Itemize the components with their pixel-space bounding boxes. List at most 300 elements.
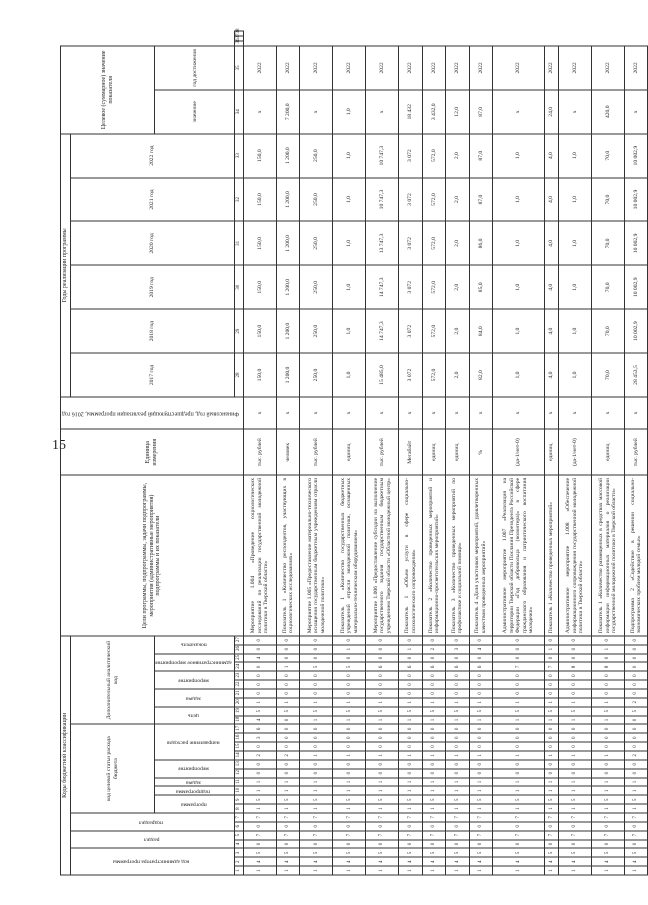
column-number-cell: 38 (235, 31, 244, 36)
column-number-cell: 2 (235, 857, 244, 866)
row-unit-cell: % (469, 429, 492, 475)
code-cell: 0 (277, 724, 300, 733)
code-cell: 0 (366, 822, 399, 831)
code-cell: 0 (624, 822, 648, 831)
code-cell: 0 (333, 636, 366, 645)
code-cell: 0 (422, 671, 445, 680)
code-cell: 0 (422, 724, 445, 733)
code-cell: 0 (244, 689, 277, 698)
year-value-cell: 15 485,0 (366, 353, 399, 397)
code-cell: 1 (399, 778, 422, 787)
year-value-cell: 150,0 (244, 353, 277, 397)
code-cell: 2 (422, 645, 445, 654)
row-unit-cell: человек (277, 429, 300, 475)
code-cell: 0 (446, 680, 469, 689)
code-cell: 7 (244, 831, 277, 840)
column-number-cell: 10 (235, 786, 244, 795)
year-value-cell: 1,0 (333, 178, 366, 222)
code-cell: 7 (422, 831, 445, 840)
year-value-cell: 4,0 (545, 178, 559, 222)
code-cell: 0 (493, 645, 545, 654)
row-fin-year-cell: х (300, 397, 333, 429)
code-cell: 5 (422, 795, 445, 804)
code-cell: 0 (277, 769, 300, 778)
code-cell: 4 (333, 857, 366, 866)
code-cell: 1 (446, 698, 469, 707)
code-cell: 0 (333, 733, 366, 742)
column-number-cell: 12 (235, 769, 244, 778)
subsection-label: подраздел (139, 819, 164, 826)
code-cell: 1 (277, 786, 300, 795)
code-cell: 0 (244, 671, 277, 680)
year-value-cell: 10 002,9 (624, 309, 648, 353)
target-year-cell: 2022 (558, 46, 591, 90)
code-cell: 1 (366, 698, 399, 707)
year-value-cell: 2,0 (446, 353, 469, 397)
code-cell: 0 (422, 689, 445, 698)
code-cell: 0 (591, 671, 624, 680)
code-cell: 5 (366, 795, 399, 804)
code-cell: 0 (446, 742, 469, 751)
column-number-cell: 20 (235, 698, 244, 707)
code-cell: 5 (422, 848, 445, 857)
year-value-cell: 4,0 (545, 309, 559, 353)
code-cell: 1 (591, 866, 624, 875)
code-cell: 1 (545, 778, 559, 787)
code-cell: 1 (399, 698, 422, 707)
code-cell: 0 (446, 822, 469, 831)
code-cell: 0 (545, 742, 559, 751)
target-year-cell: 2022 (277, 46, 300, 90)
table-row (422, 31, 445, 875)
code-cell: 4 (469, 645, 492, 654)
code-cell: 5 (300, 795, 333, 804)
code-cell: 7 (469, 831, 492, 840)
code-cell: 5 (300, 848, 333, 857)
budget-codes-header: Коды бюджетной классификации (61, 636, 71, 875)
goal-tier-label: цель (188, 712, 199, 719)
code-cell: 0 (300, 671, 333, 680)
column-number-cell: 32 (235, 178, 244, 222)
code-cell: 3 (244, 733, 277, 742)
code-cell: 5 (399, 795, 422, 804)
code-cell: 0 (591, 840, 624, 849)
code-cell: 7 (244, 813, 277, 822)
code-cell: 0 (591, 733, 624, 742)
code-cell: 1 (244, 786, 277, 795)
code-cell: 1 (277, 698, 300, 707)
row-fin-year-cell: х (545, 397, 559, 429)
table-row (366, 31, 399, 875)
year-value-cell: 1,0 (493, 134, 545, 178)
target-year-cell: 2022 (446, 46, 469, 90)
year-2021-header: 2021 год (70, 178, 234, 222)
table-row (545, 31, 559, 875)
code-cell: 1 (422, 716, 445, 725)
code-cell: 1 (300, 786, 333, 795)
target-year-cell: 2022 (300, 46, 333, 90)
row-name-cell: Показатель 2 «Количество проведенных мероприятий и информационно-просветительских мероприятий» (422, 475, 445, 635)
indicator-tier-label: показатель (180, 641, 207, 648)
code-cell: 0 (300, 636, 333, 645)
direction-header (155, 724, 235, 759)
admin-activity-tier-label: административное мероприятие (155, 659, 232, 666)
row-name-cell: Мероприятие 1.005 «Предоставление материально-технического оснащения государственным бюджетным учреждениям отрасли молодежной политики» (300, 475, 333, 635)
table-row (446, 31, 469, 875)
target-year-cell: 2022 (399, 46, 422, 90)
code-cell: 1 (624, 804, 648, 813)
code-cell: 4 (399, 857, 422, 866)
code-cell: 0 (545, 654, 559, 663)
code-cell: 0 (469, 840, 492, 849)
section-header (70, 831, 234, 849)
year-value-cell: 14 747,3 (366, 309, 399, 353)
column-number-cell: 14 (235, 751, 244, 760)
code-cell: 1 (545, 866, 559, 875)
code-cell: 1 (624, 778, 648, 787)
code-cell: 0 (545, 822, 559, 831)
code-cell: 0 (277, 645, 300, 654)
column-number-cell: 11 (235, 778, 244, 787)
code-cell: 0 (558, 840, 591, 849)
code-cell: 1 (333, 716, 366, 725)
code-cell: 0 (493, 760, 545, 769)
code-cell: 6 (422, 662, 445, 671)
code-cell: 1 (591, 716, 624, 725)
code-cell: 0 (333, 680, 366, 689)
code-cell: 0 (333, 840, 366, 849)
code-cell: 0 (469, 636, 492, 645)
year-value-cell: 1,0 (493, 309, 545, 353)
code-cell: 1 (446, 804, 469, 813)
year-value-cell: 70,0 (591, 353, 624, 397)
code-cell: 0 (277, 716, 300, 725)
code-cell: 0 (493, 769, 545, 778)
code-cell: 2 (624, 698, 648, 707)
code-cell: 0 (446, 724, 469, 733)
code-cell: 0 (558, 654, 591, 663)
code-cell: 1 (366, 778, 399, 787)
fin-year-column-header (61, 397, 244, 429)
target-value-cell: х (624, 90, 648, 134)
row-unit-cell: единиц (422, 429, 445, 475)
year-value-cell: 2,0 (446, 265, 469, 309)
year-2018-header: 2018 год (70, 309, 234, 353)
code-cell: 5 (366, 707, 399, 716)
code-cell: 5 (244, 848, 277, 857)
code-cell: 0 (422, 733, 445, 742)
code-cell: 1 (493, 866, 545, 875)
code-cell: 1 (558, 698, 591, 707)
code-cell: 0 (366, 724, 399, 733)
code-cell: 0 (300, 724, 333, 733)
code-cell: 0 (333, 654, 366, 663)
year-value-cell: 1 200,0 (277, 221, 300, 265)
year-value-cell: 1,0 (558, 265, 591, 309)
code-cell: 0 (591, 724, 624, 733)
admin-code-label: код администратора программы (113, 858, 190, 865)
year-value-cell: 3 072 (399, 134, 422, 178)
year-value-cell: 1 200,0 (277, 353, 300, 397)
indicator-tier-header (155, 636, 235, 654)
code-cell: 1 (446, 716, 469, 725)
row-name-cell: Административное мероприятие 1.008 «Обеспечение информационного сопровождения государственной молодежной политики в Тверской области» (558, 475, 591, 635)
code-cell: 1 (422, 786, 445, 795)
table-row (277, 31, 300, 875)
column-number-cell: 17 (235, 724, 244, 733)
row-fin-year-cell: х (244, 397, 277, 429)
code-cell: 0 (624, 733, 648, 742)
program-header (155, 795, 235, 813)
code-cell: 5 (244, 707, 277, 716)
year-value-cell: 150,0 (244, 265, 277, 309)
year-value-cell: 572,0 (422, 353, 445, 397)
target-value-header: значение (155, 90, 235, 134)
activity-label: мероприятие (178, 765, 209, 772)
code-cell: 0 (422, 769, 445, 778)
code-cell: 0 (244, 742, 277, 751)
code-cell: 7 (558, 813, 591, 822)
table-row (469, 31, 492, 875)
code-cell: 1 (399, 866, 422, 875)
code-cell: 0 (399, 689, 422, 698)
code-cell: 5 (469, 707, 492, 716)
column-number-cell: 1 (235, 866, 244, 875)
year-value-cell: 1 200,0 (277, 134, 300, 178)
code-cell: 7 (469, 813, 492, 822)
year-value-cell: 4,0 (545, 134, 559, 178)
code-cell: 5 (493, 707, 545, 716)
code-cell: 1 (558, 786, 591, 795)
row-fin-year-cell: х (558, 397, 591, 429)
code-cell: 4 (558, 857, 591, 866)
target-year-cell: 2022 (624, 46, 648, 90)
code-cell: 7 (366, 813, 399, 822)
code-cell: 1 (493, 751, 545, 760)
code-cell: 0 (624, 716, 648, 725)
code-cell: 1 (446, 866, 469, 875)
year-value-cell: 10 002,9 (624, 221, 648, 265)
code-cell: 0 (300, 822, 333, 831)
code-cell: 0 (591, 742, 624, 751)
code-cell: 0 (399, 840, 422, 849)
code-cell: 1 (366, 751, 399, 760)
code-cell: 4 (277, 857, 300, 866)
table-body (244, 31, 648, 875)
code-cell: 0 (469, 822, 492, 831)
row-fin-year-cell: х (333, 397, 366, 429)
fin-year-label: Финансовый год, предшествующий реализации программы, 2016 год (62, 410, 240, 417)
code-cell: 1 (591, 786, 624, 795)
code-cell: 0 (558, 822, 591, 831)
code-cell: 1 (333, 866, 366, 875)
code-cell: 1 (277, 804, 300, 813)
code-cell: 0 (558, 680, 591, 689)
code-cell: 1 (277, 778, 300, 787)
target-value-cell: х (244, 90, 277, 134)
code-cell: 4 (244, 654, 277, 663)
code-cell: 1 (446, 751, 469, 760)
year-value-cell: 3 072 (399, 221, 422, 265)
code-cell: 7 (545, 831, 559, 840)
code-cell: 0 (366, 769, 399, 778)
activity-tier-label: мероприятие (178, 677, 209, 684)
code-cell: 1 (333, 804, 366, 813)
code-cell: 1 (244, 778, 277, 787)
code-cell: 0 (545, 769, 559, 778)
code-cell: 1 (366, 866, 399, 875)
code-cell: 1 (333, 786, 366, 795)
code-cell: 1 (558, 716, 591, 725)
code-cell: 5 (333, 795, 366, 804)
code-cell: 1 (300, 778, 333, 787)
code-cell: 7 (545, 662, 559, 671)
code-cell: 3 (446, 645, 469, 654)
code-cell: 7 (591, 831, 624, 840)
code-cell: 0 (624, 645, 648, 654)
target-value-cell: х (558, 90, 591, 134)
row-name-cell: Мероприятие 1.004 «Проведение социологических исследований по реализации государственной молодежной политики в Тверской области» (244, 475, 277, 635)
code-cell: 0 (469, 742, 492, 751)
target-value-cell: 24,0 (545, 90, 559, 134)
code-cell: 0 (300, 769, 333, 778)
year-value-cell: 1,0 (493, 265, 545, 309)
column-number-cell: 7 (235, 813, 244, 822)
code-cell: 1 (333, 778, 366, 787)
code-cell: 5 (591, 848, 624, 857)
row-fin-year-cell: х (591, 397, 624, 429)
code-cell: 0 (399, 742, 422, 751)
code-cell: 0 (244, 822, 277, 831)
code-cell: 0 (493, 680, 545, 689)
page-number: 15 (52, 438, 66, 453)
code-cell: 4 (624, 857, 648, 866)
row-name-cell: Показатель 1 «Количество размещенных в средствах массовой информации информационных материалов о реализации государственной молодежной политики в Тверской области» (591, 475, 624, 635)
target-year-cell: 2022 (333, 46, 366, 90)
code-cell: 1 (422, 866, 445, 875)
code-cell: 0 (469, 689, 492, 698)
row-name-cell: Мероприятие 1.006 «Предоставление субсидии на выполнение государственного задания государственным бюджетным учреждением Тверской области «Областной молодежный центр» (366, 475, 399, 635)
code-cell: 0 (422, 636, 445, 645)
column-number-cell: 37 (235, 36, 244, 41)
task-tier-label: задача (185, 695, 202, 702)
year-value-cell: 1 200,0 (277, 178, 300, 222)
column-number-cell: 3 (235, 848, 244, 857)
year-value-cell: 70,0 (591, 178, 624, 222)
year-value-cell: 10 002,9 (624, 178, 648, 222)
target-value-cell: х (366, 90, 399, 134)
year-value-cell: 572,0 (422, 309, 445, 353)
code-cell: 1 (624, 786, 648, 795)
table-row (399, 31, 422, 875)
target-year-cell: 2022 (493, 46, 545, 90)
code-cell: 1 (469, 804, 492, 813)
code-cell: 5 (493, 848, 545, 857)
year-value-cell: 250,0 (300, 309, 333, 353)
row-unit-cell: (да-1/нет-0) (493, 429, 545, 475)
code-cell: 5 (446, 707, 469, 716)
code-cell: 0 (300, 742, 333, 751)
row-unit-cell: (да-1/нет-0) (558, 429, 591, 475)
code-cell: 0 (493, 671, 545, 680)
rotated-table-container (60, 28, 643, 876)
column-number-cell: 21 (235, 689, 244, 698)
code-cell: 1 (300, 804, 333, 813)
row-unit-cell: тыс. рублей (300, 429, 333, 475)
code-cell: 0 (493, 689, 545, 698)
code-cell: 0 (558, 724, 591, 733)
code-cell: 0 (558, 636, 591, 645)
code-cell: 0 (244, 636, 277, 645)
code-cell: 4 (244, 716, 277, 725)
code-cell: 1 (333, 698, 366, 707)
goal-tier-header (155, 707, 235, 725)
code-cell: 0 (399, 724, 422, 733)
code-cell: 0 (333, 742, 366, 751)
code-cell: 5 (300, 662, 333, 671)
code-cell: 0 (366, 671, 399, 680)
year-value-cell: 87,0 (469, 134, 492, 178)
target-value-cell: х (493, 90, 545, 134)
code-cell: 5 (277, 848, 300, 857)
code-cell: 0 (399, 822, 422, 831)
code-cell: 7 (545, 813, 559, 822)
code-cell: 0 (469, 724, 492, 733)
code-cell: 2 (244, 751, 277, 760)
year-value-cell: 13 747,3 (366, 221, 399, 265)
code-cell: 1 (422, 751, 445, 760)
code-cell: 7 (493, 831, 545, 840)
year-value-cell: 28 453,5 (624, 353, 648, 397)
target-year-cell: 2022 (591, 46, 624, 90)
column-number-cell: 23 (235, 671, 244, 680)
row-unit-cell: тыс. рублей (624, 429, 648, 475)
code-cell: 0 (277, 680, 300, 689)
code-cell: 0 (591, 636, 624, 645)
year-value-cell: 150,0 (244, 309, 277, 353)
code-cell: 1 (545, 751, 559, 760)
year-value-cell: 3 072 (399, 309, 422, 353)
column-number-cell: 4 (235, 840, 244, 849)
code-cell: 5 (399, 848, 422, 857)
target-value-cell: 420,0 (591, 90, 624, 134)
extra-code-header: Дополнительный аналитический код (70, 636, 154, 725)
direction-label: направление расходов (167, 739, 220, 746)
year-value-cell: 14 747,3 (366, 265, 399, 309)
code-cell: 0 (493, 636, 545, 645)
year-value-cell: 1,0 (558, 353, 591, 397)
unit-column-header: Единица измерения (61, 429, 244, 475)
code-cell: 7 (300, 813, 333, 822)
year-value-cell: 3 072 (399, 353, 422, 397)
code-cell: 0 (469, 654, 492, 663)
code-cell: 0 (366, 760, 399, 769)
code-cell: 4 (591, 857, 624, 866)
code-cell: 1 (469, 698, 492, 707)
code-cell: 4 (366, 857, 399, 866)
code-cell: 0 (399, 671, 422, 680)
code-cell: 5 (446, 795, 469, 804)
year-value-cell: 84,0 (469, 309, 492, 353)
code-cell: 0 (244, 662, 277, 671)
code-cell: 0 (366, 654, 399, 663)
code-cell: 6 (469, 662, 492, 671)
code-cell: 8 (591, 662, 624, 671)
code-cell: 1 (545, 716, 559, 725)
year-value-cell: 3 072 (399, 178, 422, 222)
code-cell: 0 (558, 733, 591, 742)
year-value-cell: 250,0 (300, 265, 333, 309)
